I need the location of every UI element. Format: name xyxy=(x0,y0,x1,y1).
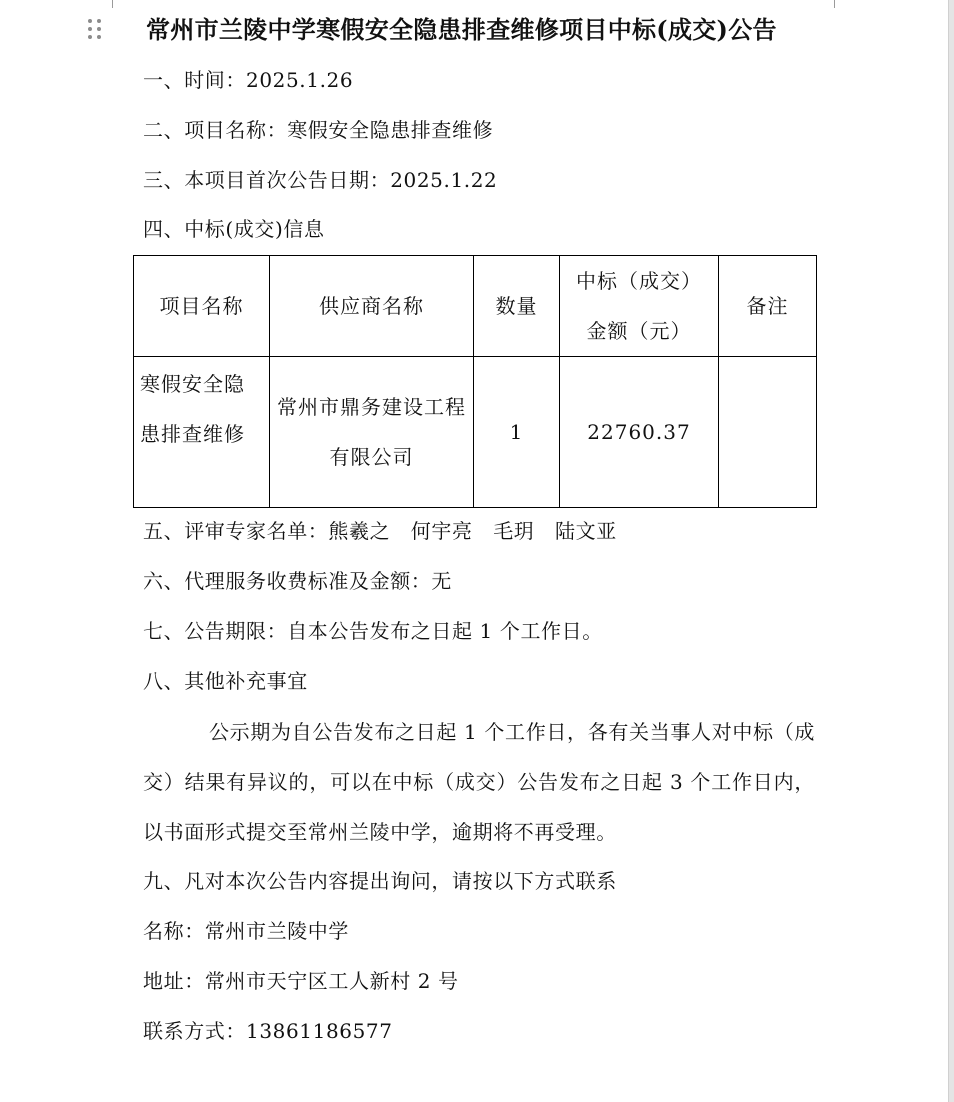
table-row xyxy=(134,357,817,508)
header-project-name: 项目名称 xyxy=(134,256,270,357)
item-bid-info-heading: 四、中标(成交)信息 xyxy=(143,217,325,241)
item-time: 一、时间：2025.1.26 xyxy=(143,68,354,92)
item-agency-fee: 六、代理服务收费标准及金额：无 xyxy=(143,569,452,593)
cell-supplier-name: 常州市鼎务建设工程有限公司 xyxy=(270,357,474,508)
item-experts: 五、评审专家名单：熊羲之 何宇亮 毛玥 陆文亚 xyxy=(143,519,617,543)
contact-address: 地址：常州市天宁区工人新村 2 号 xyxy=(143,969,459,993)
cell-bid-amount: 22760.37 xyxy=(560,357,719,508)
item-inquiry: 九、凡对本次公告内容提出询问，请按以下方式联系 xyxy=(143,869,617,893)
cell-remarks xyxy=(719,357,817,508)
page-right-edge xyxy=(948,0,954,1102)
header-remarks: 备注 xyxy=(719,256,817,357)
item-notice-period: 七、公告期限：自本公告发布之日起 1 个工作日。 xyxy=(143,619,603,643)
item-other-matters: 八、其他补充事宜 xyxy=(143,669,308,693)
contact-phone: 联系方式：13861186577 xyxy=(143,1019,393,1043)
cell-quantity: 1 xyxy=(474,357,560,508)
contact-name: 名称：常州市兰陵中学 xyxy=(143,919,349,943)
header-quantity: 数量 xyxy=(474,256,560,357)
table-header-row xyxy=(134,256,817,357)
document-title: 常州市兰陵中学寒假安全隐患排查维修项目中标(成交)公告 xyxy=(146,15,777,44)
margin-corner-mark-right xyxy=(834,0,835,8)
supplement-paragraph: 公示期为自公告发布之日起 1 个工作日，各有关当事人对中标（成交）结果有异议的，可以在中标（成交）公告发布之日起 3 个工作日内，以书面形式提交至常州兰陵中学，逾期将不再受理。 xyxy=(143,720,815,844)
header-bid-amount: 中标（成交）金额（元） xyxy=(560,256,719,357)
margin-corner-mark-left xyxy=(112,0,113,8)
item-first-notice-date: 三、本项目首次公告日期：2025.1.22 xyxy=(143,168,498,192)
cell-project-name: 寒假安全隐患排查维修 xyxy=(134,357,270,508)
item-project-name: 二、项目名称：寒假安全隐患排查维修 xyxy=(143,118,494,142)
header-supplier-name: 供应商名称 xyxy=(270,256,474,357)
drag-handle-icon[interactable] xyxy=(88,19,102,41)
bid-result-table xyxy=(133,255,817,508)
